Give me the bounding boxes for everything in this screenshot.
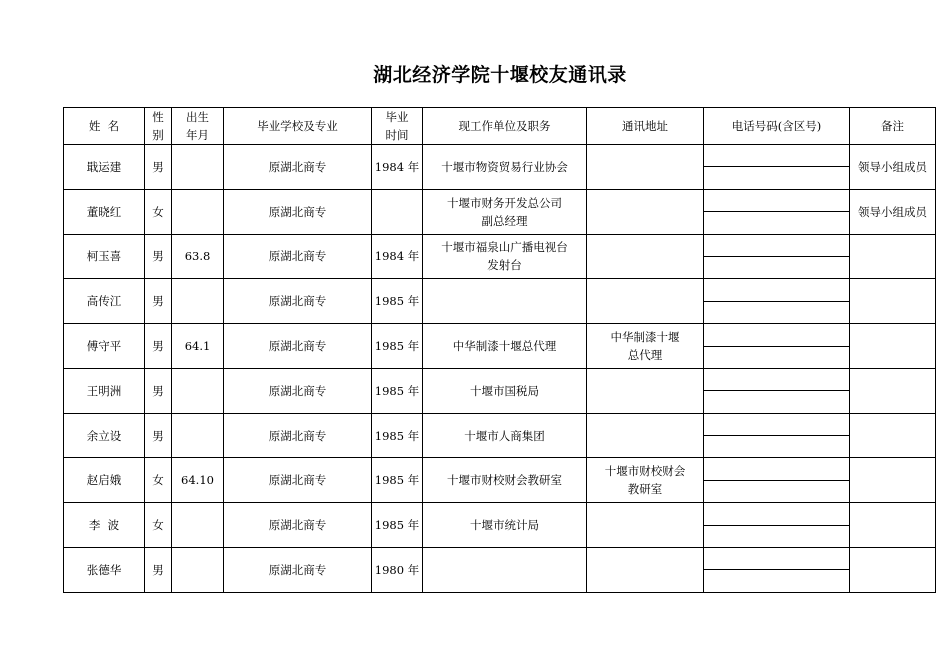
cell-school: 原湖北商专 [224, 145, 372, 190]
cell-gender: 男 [145, 234, 172, 279]
cell-birth [172, 503, 224, 548]
cell-phone-2 [704, 436, 850, 458]
cell-phone-2 [704, 256, 850, 278]
header-school: 毕业学校及专业 [224, 108, 372, 145]
header-phone: 电话号码(含区号) [704, 108, 850, 145]
cell-name: 柯玉喜 [64, 234, 145, 279]
cell-name: 王明洲 [64, 368, 145, 413]
table-row [64, 145, 936, 167]
cell-name: 赵启娥 [64, 458, 145, 503]
cell-note [850, 503, 936, 548]
cell-work: 十堰市福泉山广播电视台 发射台 [423, 234, 587, 279]
cell-grad: 1980 年 [372, 548, 423, 593]
cell-school: 原湖北商专 [224, 413, 372, 458]
cell-gender: 男 [145, 368, 172, 413]
cell-work: 十堰市人商集团 [423, 413, 587, 458]
cell-grad: 1985 年 [372, 324, 423, 369]
cell-birth [172, 413, 224, 458]
cell-gender: 男 [145, 413, 172, 458]
cell-work: 十堰市物资贸易行业协会 [423, 145, 587, 190]
cell-note [850, 413, 936, 458]
cell-name: 李 波 [64, 503, 145, 548]
cell-work [423, 548, 587, 593]
cell-school: 原湖北商专 [224, 368, 372, 413]
cell-phone-1 [704, 324, 850, 346]
cell-address [587, 503, 704, 548]
cell-name: 董晓红 [64, 189, 145, 234]
header-note: 备注 [850, 108, 936, 145]
cell-work: 十堰市财务开发总公司 副总经理 [423, 189, 587, 234]
table-row [64, 413, 936, 435]
cell-phone-1 [704, 279, 850, 301]
cell-birth: 63.8 [172, 234, 224, 279]
header-name: 姓 名 [64, 108, 145, 145]
cell-birth [172, 548, 224, 593]
cell-note [850, 368, 936, 413]
cell-gender: 女 [145, 189, 172, 234]
cell-phone-2 [704, 525, 850, 547]
table-row [64, 368, 936, 390]
cell-address [587, 368, 704, 413]
cell-work: 十堰市统计局 [423, 503, 587, 548]
cell-phone-2 [704, 301, 850, 323]
cell-address [587, 548, 704, 593]
table-row [64, 234, 936, 256]
cell-grad: 1985 年 [372, 279, 423, 324]
cell-address [587, 279, 704, 324]
cell-birth [172, 189, 224, 234]
cell-phone-1 [704, 145, 850, 167]
cell-birth [172, 368, 224, 413]
cell-birth [172, 145, 224, 190]
cell-address [587, 234, 704, 279]
header-birth: 出生 年月 [172, 108, 224, 145]
cell-grad: 1984 年 [372, 234, 423, 279]
cell-work: 中华制漆十堰总代理 [423, 324, 587, 369]
cell-note [850, 234, 936, 279]
cell-work: 十堰市国税局 [423, 368, 587, 413]
cell-birth [172, 279, 224, 324]
cell-note: 领导小组成员 [850, 189, 936, 234]
cell-school: 原湖北商专 [224, 324, 372, 369]
cell-phone-1 [704, 413, 850, 435]
cell-phone-1 [704, 368, 850, 390]
cell-grad [372, 189, 423, 234]
cell-phone-1 [704, 234, 850, 256]
cell-birth: 64.10 [172, 458, 224, 503]
cell-gender: 男 [145, 279, 172, 324]
cell-school: 原湖北商专 [224, 279, 372, 324]
cell-gender: 男 [145, 548, 172, 593]
cell-phone-2 [704, 391, 850, 413]
header-row [64, 108, 936, 145]
cell-phone-2 [704, 480, 850, 502]
cell-phone-1 [704, 189, 850, 211]
cell-name: 张德华 [64, 548, 145, 593]
cell-name: 余立设 [64, 413, 145, 458]
cell-grad: 1985 年 [372, 368, 423, 413]
cell-address: 中华制漆十堰 总代理 [587, 324, 704, 369]
alumni-table [63, 107, 936, 593]
cell-gender: 女 [145, 458, 172, 503]
cell-work [423, 279, 587, 324]
cell-note [850, 458, 936, 503]
cell-name: 高传江 [64, 279, 145, 324]
table-row [64, 458, 936, 480]
cell-grad: 1985 年 [372, 503, 423, 548]
cell-address [587, 189, 704, 234]
cell-name: 傅守平 [64, 324, 145, 369]
cell-gender: 男 [145, 324, 172, 369]
cell-note [850, 324, 936, 369]
cell-school: 原湖北商专 [224, 189, 372, 234]
cell-grad: 1985 年 [372, 413, 423, 458]
cell-gender: 男 [145, 145, 172, 190]
cell-grad: 1985 年 [372, 458, 423, 503]
header-address: 通讯地址 [587, 108, 704, 145]
cell-note: 领导小组成员 [850, 145, 936, 190]
cell-phone-1 [704, 548, 850, 570]
table-row [64, 503, 936, 525]
cell-note [850, 548, 936, 593]
cell-address: 十堰市财校财会 教研室 [587, 458, 704, 503]
table-row [64, 279, 936, 301]
header-grad: 毕业 时间 [372, 108, 423, 145]
cell-school: 原湖北商专 [224, 234, 372, 279]
page-title: 湖北经济学院十堰校友通讯录 [373, 64, 627, 86]
table-row [64, 189, 936, 211]
cell-address [587, 145, 704, 190]
cell-phone-1 [704, 458, 850, 480]
cell-gender: 女 [145, 503, 172, 548]
cell-name: 戢运建 [64, 145, 145, 190]
cell-school: 原湖北商专 [224, 548, 372, 593]
table-row [64, 324, 936, 346]
header-gender: 性 别 [145, 108, 172, 145]
cell-phone-1 [704, 503, 850, 525]
cell-note [850, 279, 936, 324]
cell-address [587, 413, 704, 458]
cell-phone-2 [704, 212, 850, 234]
cell-birth: 64.1 [172, 324, 224, 369]
header-work: 现工作单位及职务 [423, 108, 587, 145]
cell-school: 原湖北商专 [224, 503, 372, 548]
cell-school: 原湖北商专 [224, 458, 372, 503]
cell-phone-2 [704, 346, 850, 368]
cell-phone-2 [704, 167, 850, 189]
table-row [64, 548, 936, 570]
cell-grad: 1984 年 [372, 145, 423, 190]
cell-work: 十堰市财校财会教研室 [423, 458, 587, 503]
cell-phone-2 [704, 570, 850, 592]
